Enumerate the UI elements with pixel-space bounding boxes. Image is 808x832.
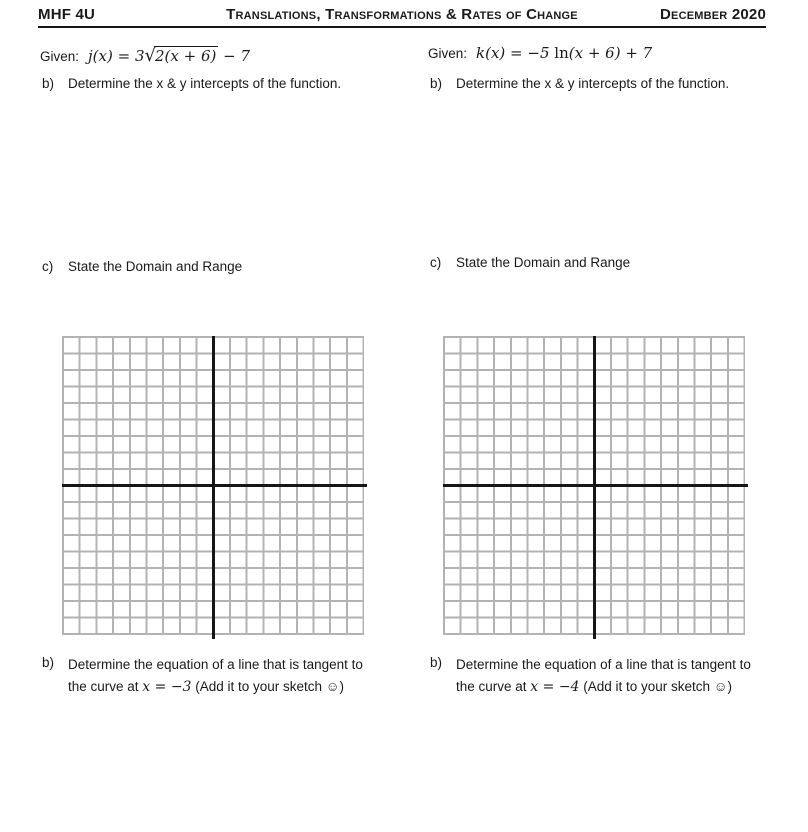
formula-post: − 7 [218, 47, 250, 65]
tangent-point: x = −3 [142, 679, 192, 695]
question-letter: b) [430, 76, 443, 91]
formula-pre: j(x) = 3 [88, 47, 145, 65]
graph-paper-left [62, 336, 364, 635]
radical-icon: √ [144, 45, 156, 66]
x-axis [62, 484, 367, 487]
given-label: Given: [428, 46, 468, 61]
given-function-right [428, 44, 652, 62]
question-text: Determine the x & y intercepts of the function. [68, 76, 342, 91]
question-text: State the Domain and Range [456, 255, 631, 270]
question-letter: c) [42, 259, 54, 274]
formula-j [88, 46, 250, 65]
question-text: State the Domain and Range [68, 259, 243, 274]
x-axis [443, 484, 748, 487]
question-text [456, 654, 751, 698]
worksheet-date: December 2020 [660, 6, 766, 23]
question-b-tangent-right [430, 654, 751, 698]
question-letter: c) [430, 255, 442, 270]
radicand: 2(x + 6) [154, 47, 217, 65]
question-letter: b) [42, 655, 55, 670]
tangent-line2: the curve at x = −4 (Add it to your sketch ☺) [456, 679, 733, 695]
question-b-intercepts-left [42, 75, 341, 92]
question-text: Determine the x & y intercepts of the function. [456, 76, 730, 91]
question-c-domain-range-right [430, 254, 630, 271]
course-code: MHF 4U [38, 6, 96, 23]
graph-paper-right [443, 336, 745, 635]
tangent-point: x = −4 [530, 679, 580, 695]
formula-k [476, 44, 652, 62]
given-function-left [40, 46, 250, 65]
question-letter: b) [42, 76, 55, 91]
question-text [68, 654, 363, 698]
given-label: Given: [40, 49, 80, 64]
y-axis [212, 336, 215, 639]
question-b-intercepts-right [430, 75, 729, 92]
question-c-domain-range-left [42, 258, 242, 275]
tangent-line1: Determine the equation of a line that is tangent to [456, 657, 751, 672]
question-b-tangent-left [42, 654, 363, 698]
header [38, 6, 766, 28]
formula-post: (x + 6) + 7 [568, 44, 653, 62]
worksheet-title: Translations, Transformations & Rates of Change [226, 6, 578, 23]
tangent-line1: Determine the equation of a line that is tangent to [68, 657, 363, 672]
tangent-line2: the curve at x = −3 (Add it to your sketch ☺) [68, 679, 345, 695]
ln-operator: ln [554, 44, 569, 62]
y-axis [593, 336, 596, 639]
question-letter: b) [430, 655, 443, 670]
formula-pre: k(x) = −5 [476, 44, 555, 62]
